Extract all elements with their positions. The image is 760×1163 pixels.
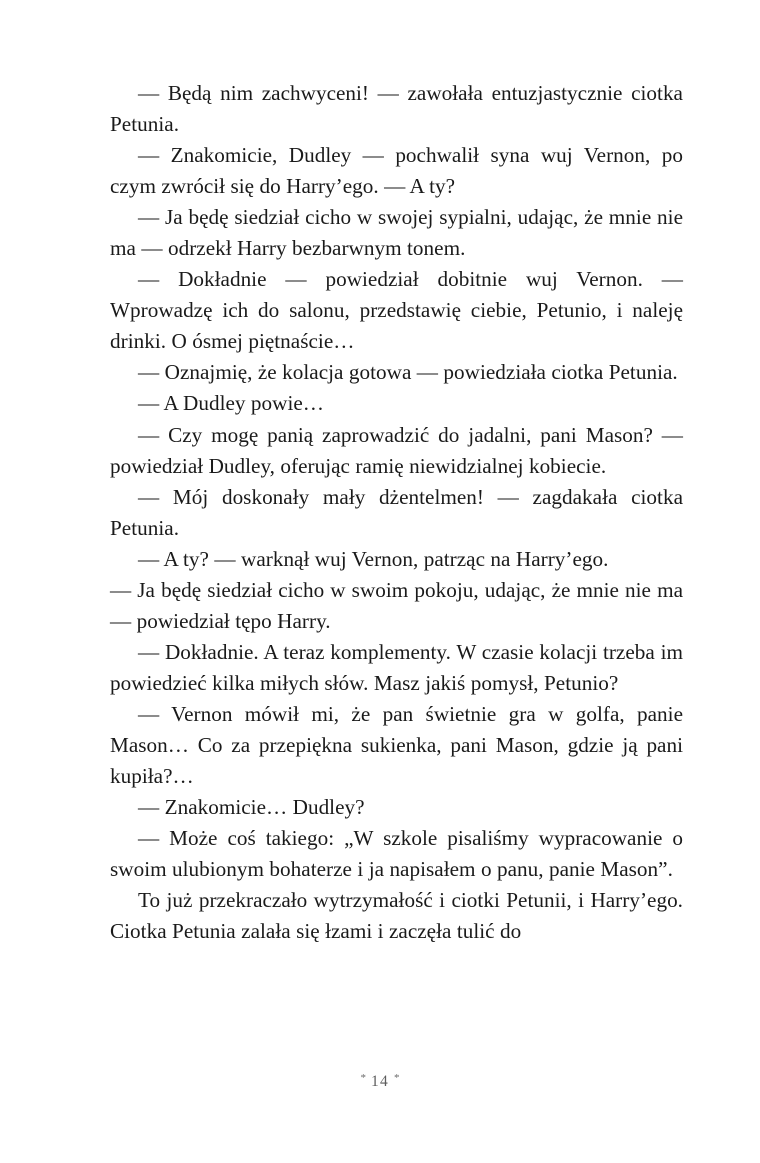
paragraph: — Znakomicie, Dudley — pochwalił syna wuj Vernon, po czym zwrócił się do Harry’ego. — A ty? — [110, 143, 683, 199]
page-folio — [0, 1068, 760, 1092]
paragraph: — Dokładnie. A teraz komplementy. W czasie kolacji trzeba im powiedzieć kilka miłych słów. Masz jakiś pomysł, Petunio? — [110, 639, 683, 695]
page-text-block — [110, 78, 683, 947]
paragraph: To już przekraczało wytrzymałość i ciotki Petunii, i Harry’ego. Ciotka Petunia zalała się łzami i zaczęła tulić do — [110, 888, 683, 944]
paragraph: — A ty? — warknął wuj Vernon, patrząc na Harry’ego. — [138, 546, 609, 571]
folio-ornament-left: * — [360, 1072, 367, 1084]
folio-page-number: 14 — [371, 1072, 389, 1090]
paragraph: — Mój doskonały mały dżentelmen! — zagdakała ciotka Petunia. — [110, 484, 683, 540]
paragraph: — Vernon mówił mi, że pan świetnie gra w golfa, panie Mason… Co za przepiękna sukienka, pani Mason, gdzie ją pani kupiła?… — [110, 701, 683, 789]
paragraph: — Oznajmię, że kolacja gotowa — powiedziała ciotka Petunia. — [138, 360, 678, 385]
folio-ornament-right: * — [393, 1072, 400, 1084]
paragraph: — Znakomicie… Dudley? — [138, 795, 365, 820]
paragraph: — Dokładnie — powiedział dobitnie wuj Vernon. — Wprowadzę ich do salonu, przedstawię ciebie, Petunio, i naleję drinki. O ósmej piętnaście… — [110, 267, 683, 354]
paragraph: — Może coś takiego: „W szkole pisaliśmy wypracowanie o swoim ulubionym bohaterze i ja napisałem o panu, panie Mason”. — [110, 826, 683, 882]
paragraph: — Ja będę siedział cicho w swojej sypialni, udając, że mnie nie ma — odrzekł Harry bezbarwnym tonem. — [110, 205, 683, 261]
paragraph: — Będą nim zachwyceni! — zawołała entuzjastycznie ciotka Petunia. — [110, 81, 683, 137]
paragraph: — Ja będę siedział cicho w swoim pokoju, udając, że mnie nie ma — powiedział tępo Harry. — [110, 577, 683, 633]
paragraph: — A Dudley powie… — [138, 391, 325, 416]
paragraph: — Czy mogę panią zaprowadzić do jadalni, pani Mason? — powiedział Dudley, oferując ramię niewidzialnej kobiecie. — [110, 422, 683, 478]
